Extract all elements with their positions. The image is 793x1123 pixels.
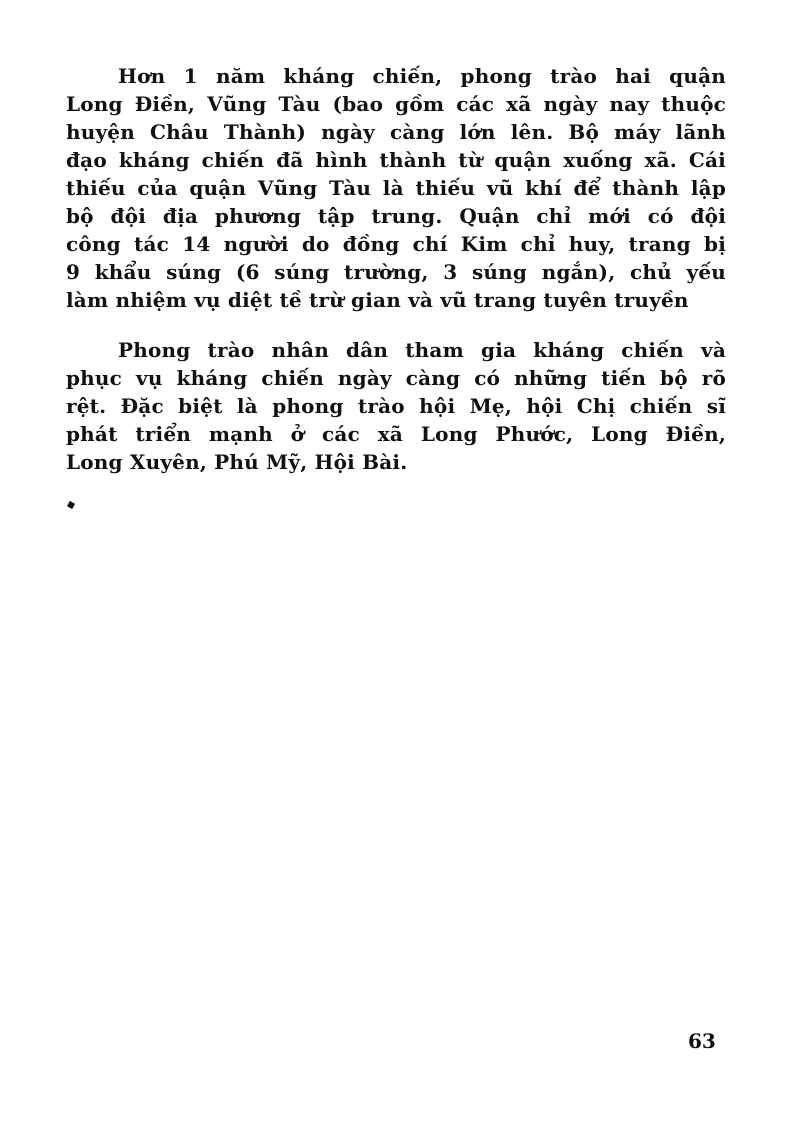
text-line: phục vụ kháng chiến ngày càng có những tiến bộ rõ bbox=[66, 366, 726, 390]
paragraph-resistance-progress bbox=[66, 62, 726, 314]
page-number: 63 bbox=[688, 1029, 716, 1053]
text-line: 9 khẩu súng (6 súng trường, 3 súng ngắn), chủ yếu bbox=[66, 260, 726, 284]
text-line: làm nhiệm vụ diệt tề trừ gian và vũ trang tuyên truyền bbox=[66, 288, 689, 312]
text-line: phát triển mạnh ở các xã Long Phước, Long Điền, bbox=[66, 422, 726, 446]
paragraph-peoples-movement bbox=[66, 336, 726, 476]
text-line: đạo kháng chiến đã hình thành từ quận xuống xã. Cái bbox=[66, 148, 726, 172]
text-line: thiếu của quận Vũng Tàu là thiếu vũ khí để thành lập bbox=[66, 176, 726, 200]
text-line: Hơn 1 năm kháng chiến, phong trào hai quận bbox=[118, 64, 726, 88]
text-line: Phong trào nhân dân tham gia kháng chiến và bbox=[118, 338, 726, 362]
text-line: Long Xuyên, Phú Mỹ, Hội Bài. bbox=[66, 450, 408, 474]
ink-speck bbox=[67, 501, 75, 509]
text-line: huyện Châu Thành) ngày càng lớn lên. Bộ máy lãnh bbox=[66, 120, 726, 144]
text-line: Long Điền, Vũng Tàu (bao gồm các xã ngày nay thuộc bbox=[66, 92, 726, 116]
text-line: rệt. Đặc biệt là phong trào hội Mẹ, hội Chị chiến sĩ bbox=[66, 394, 726, 418]
text-line: bộ đội địa phương tập trung. Quận chỉ mới có đội bbox=[66, 204, 726, 228]
text-line: công tác 14 người do đồng chí Kim chỉ huy, trang bị bbox=[66, 232, 726, 256]
